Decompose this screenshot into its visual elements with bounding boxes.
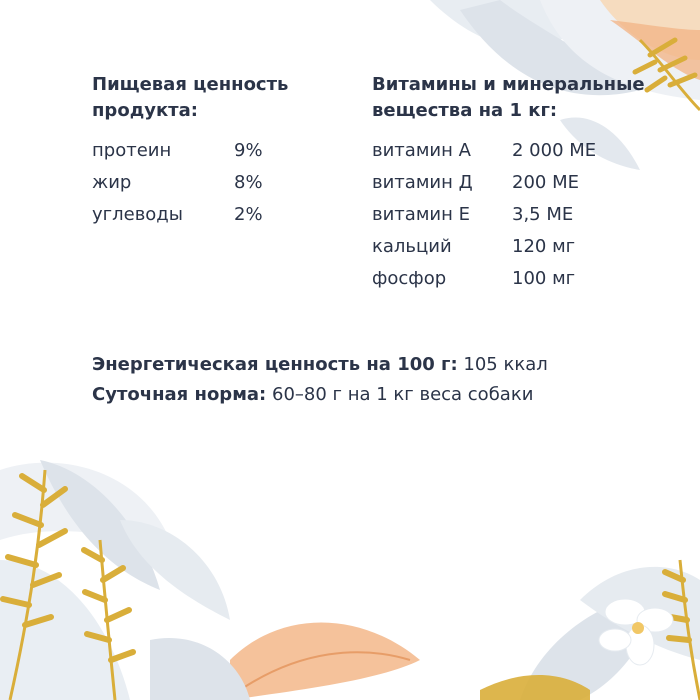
energy-value-line — [92, 352, 548, 378]
vitamins-table — [372, 134, 596, 294]
mineral-value: 120 мг — [512, 235, 576, 257]
nutrient-name: жир — [92, 171, 132, 193]
table-row — [372, 166, 596, 198]
table-row — [372, 198, 596, 230]
table-row — [372, 230, 596, 262]
table-row — [372, 134, 596, 166]
nutrient-value: 9% — [234, 139, 263, 161]
vitamin-name: витамин А — [372, 139, 471, 161]
energy-value: 105 ккал — [463, 354, 548, 375]
table-row — [92, 198, 263, 230]
nutrition-heading: Пищевая ценность продукта: — [92, 74, 289, 121]
energy-label: Энергетическая ценность на 100 г: — [92, 354, 458, 375]
mineral-name: кальций — [372, 235, 452, 257]
nutrient-value: 2% — [234, 203, 263, 225]
vitamin-value: 200 МЕ — [512, 171, 579, 193]
nutrient-name: углеводы — [92, 203, 183, 225]
vitamin-name: витамин Е — [372, 203, 470, 225]
daily-norm-label: Суточная норма: — [92, 384, 267, 405]
mineral-value: 100 мг — [512, 267, 576, 289]
nutrition-table — [92, 134, 263, 230]
vitamin-value: 2 000 МЕ — [512, 139, 597, 161]
table-row — [92, 166, 263, 198]
mineral-name: фосфор — [372, 267, 447, 289]
table-row — [92, 134, 263, 166]
table-row — [372, 262, 596, 294]
nutrient-name: протеин — [92, 139, 172, 161]
vitamin-value: 3,5 МЕ — [512, 203, 574, 225]
nutrient-value: 8% — [234, 171, 263, 193]
daily-norm-line — [92, 382, 533, 408]
daily-norm-value: 60–80 г на 1 кг веса собаки — [272, 384, 534, 405]
vitamin-name: витамин Д — [372, 171, 473, 193]
vitamins-heading: Витамины и минеральные вещества на 1 кг: — [372, 74, 645, 121]
